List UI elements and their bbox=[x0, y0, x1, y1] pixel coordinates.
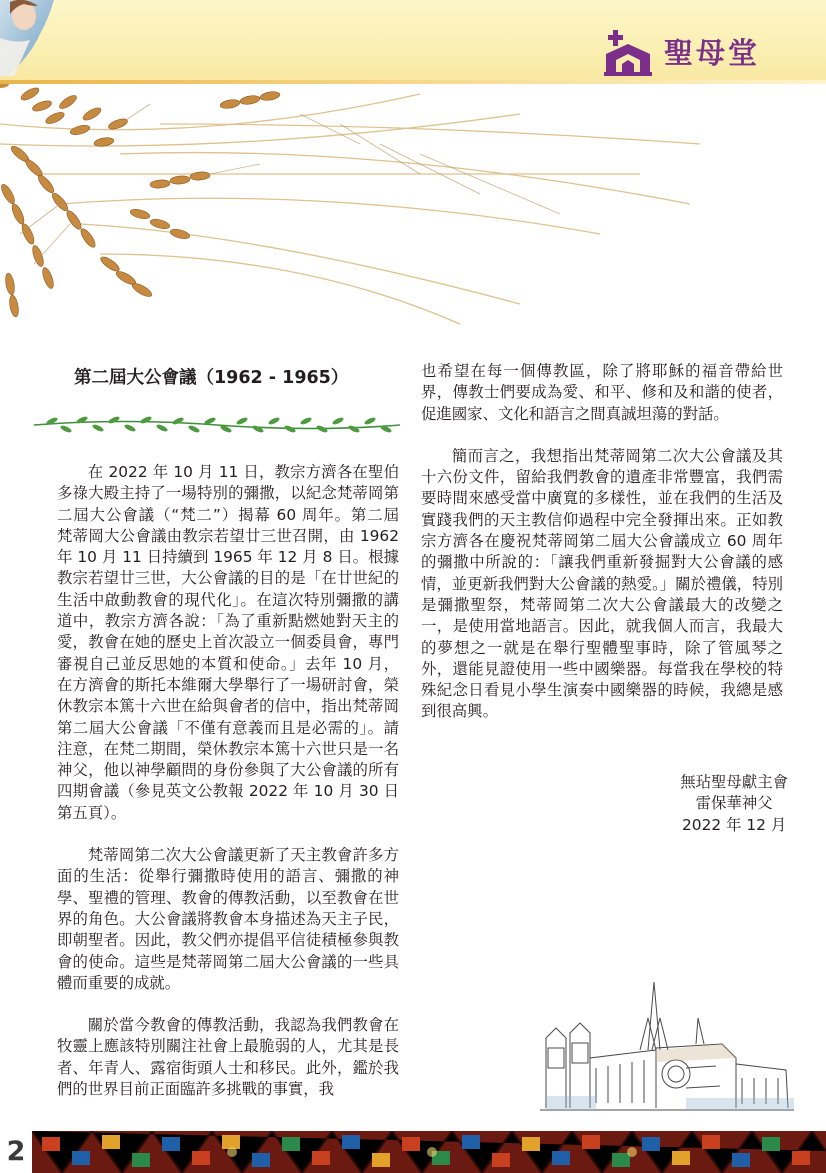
cathedral-sketch bbox=[536, 978, 798, 1118]
article-right-column bbox=[421, 361, 783, 723]
article-left-column bbox=[57, 462, 399, 1100]
paragraph: 在 2022 年 10 月 11 日，教宗方濟各在聖伯多祿大殿主持了一場特別的彌撒，以紀念梵蒂岡第二屆大公會議（“梵二”）揭幕 60 周年。第二屆 梵蒂岡大公會議由教宗若望廿三世召開，由 1962 年 10 月 11 日持續到 1965 年 12 月 8 日。根據教宗若望廿三世，大公會議的目的是「在廿世紀的生活中啟動教會的現代化」。在這次特別彌撒的講道中，教宗方濟各說：「為了重新點燃她對天主的愛，教會在她的歷史上首次設立一個委員會，專門審視自己並反思她的本質和使命。」去年 10 月，在方濟會的斯托本維爾大學舉行了一場研討會，榮休教宗本篤十六世在給與會者的信中，指出梵蒂岡第二屆大公會議「不僅有意義而且是必需的」。請注意，在梵二期間，榮休教宗本篤十六世只是一名神父，他以神學顧問的身份參與了大公會議的所有四期會議（參見英文公教報 2022 年 10 月 30 日第五頁）。 bbox=[57, 463, 399, 822]
paragraph: 關於當今教會的傳教活動，我認為我們教會在牧靈上應該特別關注社會上最脆弱的人，尤其是長者、年青人、露宿街頭人士和移民。此外，鑑於我們的世界目前正面臨許多挑戰的事實，我 bbox=[57, 1016, 399, 1099]
paragraph: 簡而言之，我想指出梵蒂岡第二次大公會議及其十六份文件，留給我們教會的遺產非常豐富，我們需要時間來感受當中廣寬的多樣性，並在我們的生活及實踐我們的天主教信仰過程中完全發揮出來。正如教宗方濟各在慶祝梵蒂岡第二屆大公會議成立 60 周年的彌撒中所說的：「讓我們重新發掘對大公會議的感情，並更新我們對大公會議的熱愛。」關於禮儀，特別是彌撒聖祭，梵蒂岡第二次大公會議最大的改變之一，是使用當地語言。因此，就我個人而言，我最大的夢想之一就是在舉行聖體聖事時，除了管風琴之外，還能見證使用一些中國樂器。每當我在學校的特殊紀念日看見小學生演奏中國樂器的時候，我總是感到很高興。 bbox=[421, 446, 783, 721]
madonna-statue-image bbox=[0, 0, 60, 76]
article-title: 第二屆大公會議（1962 - 1965） bbox=[74, 368, 349, 388]
signature-date: 2022 年 12 月 bbox=[682, 815, 787, 834]
church-name: 聖母堂 bbox=[664, 35, 761, 70]
page-number: 2 bbox=[6, 1136, 26, 1167]
wheat-illustration bbox=[0, 84, 700, 339]
paragraph: 梵蒂岡第二次大公會議更新了天主教會許多方面的生活：從舉行彌撒時使用的語言、彌撒的神學、聖禮的管理、教會的傳教活動，以至教會在世界的角色。大公會議將教會本身描述為天主子民，即朝聖者。因此，教父們亦提倡平信徒積極參與教會的使命。這些是梵蒂岡第二屆大公會議的一些具體而重要的成就。 bbox=[57, 846, 399, 992]
church-logo bbox=[604, 30, 760, 76]
signature-congregation: 無玷聖母獻主會 bbox=[680, 773, 788, 791]
stained-glass-banner bbox=[32, 1131, 826, 1173]
church-cross-icon bbox=[604, 30, 652, 76]
vine-divider bbox=[32, 414, 402, 436]
signature-block bbox=[680, 772, 788, 836]
signature-author: 雷保華神父 bbox=[695, 794, 773, 813]
paragraph: 也希望在每一個傳教區，除了將耶穌的福音帶給世界，傳教士們要成為愛、和平、修和及和諧的使者，促進國家、文化和語言之間真誠坦蕩的對話。 bbox=[421, 362, 783, 423]
